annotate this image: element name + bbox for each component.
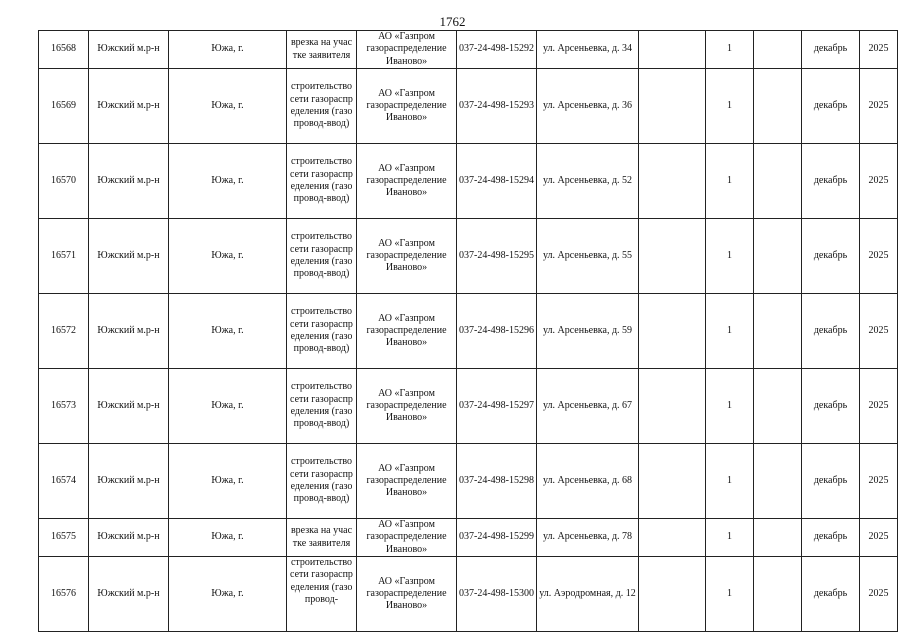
table-row [39, 294, 898, 369]
page-number: 1762 [439, 14, 466, 29]
district-cell: Южский м.р-н [89, 519, 169, 557]
row-number-cell: 16574 [39, 444, 89, 519]
year-cell: 2025 [860, 31, 898, 69]
year-cell: 2025 [860, 557, 898, 632]
empty-cell [639, 294, 706, 369]
quantity-cell: 1 [706, 69, 754, 144]
object-code-cell: 037-24-498-15299 [457, 519, 537, 557]
quantity-cell: 1 [706, 444, 754, 519]
empty-cell [639, 557, 706, 632]
work-type-cell: строительство сети газораспределения (газопровод- [287, 557, 357, 632]
empty-cell [639, 31, 706, 69]
month-cell: декабрь [802, 294, 860, 369]
month-cell: декабрь [802, 219, 860, 294]
object-code-cell: 037-24-498-15297 [457, 369, 537, 444]
district-cell: Южский м.р-н [89, 69, 169, 144]
empty-cell [754, 444, 802, 519]
month-cell: декабрь [802, 31, 860, 69]
month-cell: декабрь [802, 69, 860, 144]
address-cell: ул. Аэродромная, д. 12 [537, 557, 639, 632]
city-cell: Южа, г. [169, 219, 287, 294]
month-cell: декабрь [802, 369, 860, 444]
district-cell: Южский м.р-н [89, 369, 169, 444]
quantity-cell: 1 [706, 294, 754, 369]
address-cell: ул. Арсеньевка, д. 59 [537, 294, 639, 369]
organization-cell: АО «Газпром газораспределение Иваново» [357, 444, 457, 519]
month-cell: декабрь [802, 519, 860, 557]
table-row [39, 219, 898, 294]
work-type-cell: врезка на участке заявителя [287, 31, 357, 69]
work-type-cell: строительство сети газораспределения (газопровод-ввод) [287, 369, 357, 444]
year-cell: 2025 [860, 69, 898, 144]
address-cell: ул. Арсеньевка, д. 34 [537, 31, 639, 69]
quantity-cell: 1 [706, 219, 754, 294]
organization-cell: АО «Газпром газораспределение Иваново» [357, 294, 457, 369]
row-number-cell: 16572 [39, 294, 89, 369]
row-number-cell: 16570 [39, 144, 89, 219]
empty-cell [639, 219, 706, 294]
object-code-cell: 037-24-498-15296 [457, 294, 537, 369]
empty-cell [754, 519, 802, 557]
row-number-cell: 16573 [39, 369, 89, 444]
quantity-cell: 1 [706, 369, 754, 444]
empty-cell [754, 69, 802, 144]
quantity-cell: 1 [706, 557, 754, 632]
empty-cell [754, 369, 802, 444]
empty-cell [639, 69, 706, 144]
empty-cell [754, 557, 802, 632]
district-cell: Южский м.р-н [89, 444, 169, 519]
city-cell: Южа, г. [169, 144, 287, 219]
empty-cell [754, 144, 802, 219]
district-cell: Южский м.р-н [89, 31, 169, 69]
object-code-cell: 037-24-498-15293 [457, 69, 537, 144]
month-cell: декабрь [802, 444, 860, 519]
district-cell: Южский м.р-н [89, 294, 169, 369]
organization-cell: АО «Газпром газораспределение Иваново» [357, 69, 457, 144]
object-code-cell: 037-24-498-15298 [457, 444, 537, 519]
work-type-cell: врезка на участке заявителя [287, 519, 357, 557]
year-cell: 2025 [860, 519, 898, 557]
empty-cell [754, 219, 802, 294]
table-row [39, 144, 898, 219]
empty-cell [639, 519, 706, 557]
empty-cell [639, 444, 706, 519]
year-cell: 2025 [860, 294, 898, 369]
object-code-cell: 037-24-498-15292 [457, 31, 537, 69]
table-row [39, 444, 898, 519]
table-row [39, 69, 898, 144]
city-cell: Южа, г. [169, 294, 287, 369]
city-cell: Южа, г. [169, 69, 287, 144]
work-type-cell: строительство сети газораспределения (газопровод-ввод) [287, 219, 357, 294]
address-cell: ул. Арсеньевка, д. 68 [537, 444, 639, 519]
address-cell: ул. Арсеньевка, д. 55 [537, 219, 639, 294]
organization-cell: АО «Газпром газораспределение Иваново» [357, 31, 457, 69]
object-code-cell: 037-24-498-15294 [457, 144, 537, 219]
year-cell: 2025 [860, 144, 898, 219]
object-code-cell: 037-24-498-15295 [457, 219, 537, 294]
organization-cell: АО «Газпром газораспределение Иваново» [357, 519, 457, 557]
year-cell: 2025 [860, 444, 898, 519]
address-cell: ул. Арсеньевка, д. 78 [537, 519, 639, 557]
year-cell: 2025 [860, 219, 898, 294]
works-table [38, 30, 898, 632]
address-cell: ул. Арсеньевка, д. 67 [537, 369, 639, 444]
work-type-cell: строительство сети газораспределения (газопровод-ввод) [287, 444, 357, 519]
empty-cell [754, 294, 802, 369]
work-type-cell: строительство сети газораспределения (газопровод-ввод) [287, 69, 357, 144]
organization-cell: АО «Газпром газораспределение Иваново» [357, 219, 457, 294]
organization-cell: АО «Газпром газораспределение Иваново» [357, 369, 457, 444]
empty-cell [754, 31, 802, 69]
organization-cell: АО «Газпром газораспределение Иваново» [357, 557, 457, 632]
row-number-cell: 16575 [39, 519, 89, 557]
table-row [39, 31, 898, 69]
row-number-cell: 16568 [39, 31, 89, 69]
row-number-cell: 16569 [39, 69, 89, 144]
table-row [39, 369, 898, 444]
city-cell: Южа, г. [169, 369, 287, 444]
table-row [39, 557, 898, 632]
month-cell: декабрь [802, 557, 860, 632]
city-cell: Южа, г. [169, 444, 287, 519]
organization-cell: АО «Газпром газораспределение Иваново» [357, 144, 457, 219]
work-type-cell: строительство сети газораспределения (газопровод-ввод) [287, 144, 357, 219]
district-cell: Южский м.р-н [89, 557, 169, 632]
quantity-cell: 1 [706, 519, 754, 557]
city-cell: Южа, г. [169, 557, 287, 632]
table-row [39, 519, 898, 557]
quantity-cell: 1 [706, 31, 754, 69]
district-cell: Южский м.р-н [89, 144, 169, 219]
row-number-cell: 16571 [39, 219, 89, 294]
address-cell: ул. Арсеньевка, д. 36 [537, 69, 639, 144]
work-type-cell: строительство сети газораспределения (газопровод-ввод) [287, 294, 357, 369]
month-cell: декабрь [802, 144, 860, 219]
district-cell: Южский м.р-н [89, 219, 169, 294]
empty-cell [639, 369, 706, 444]
empty-cell [639, 144, 706, 219]
year-cell: 2025 [860, 369, 898, 444]
city-cell: Южа, г. [169, 519, 287, 557]
object-code-cell: 037-24-498-15300 [457, 557, 537, 632]
city-cell: Южа, г. [169, 31, 287, 69]
address-cell: ул. Арсеньевка, д. 52 [537, 144, 639, 219]
row-number-cell: 16576 [39, 557, 89, 632]
quantity-cell: 1 [706, 144, 754, 219]
